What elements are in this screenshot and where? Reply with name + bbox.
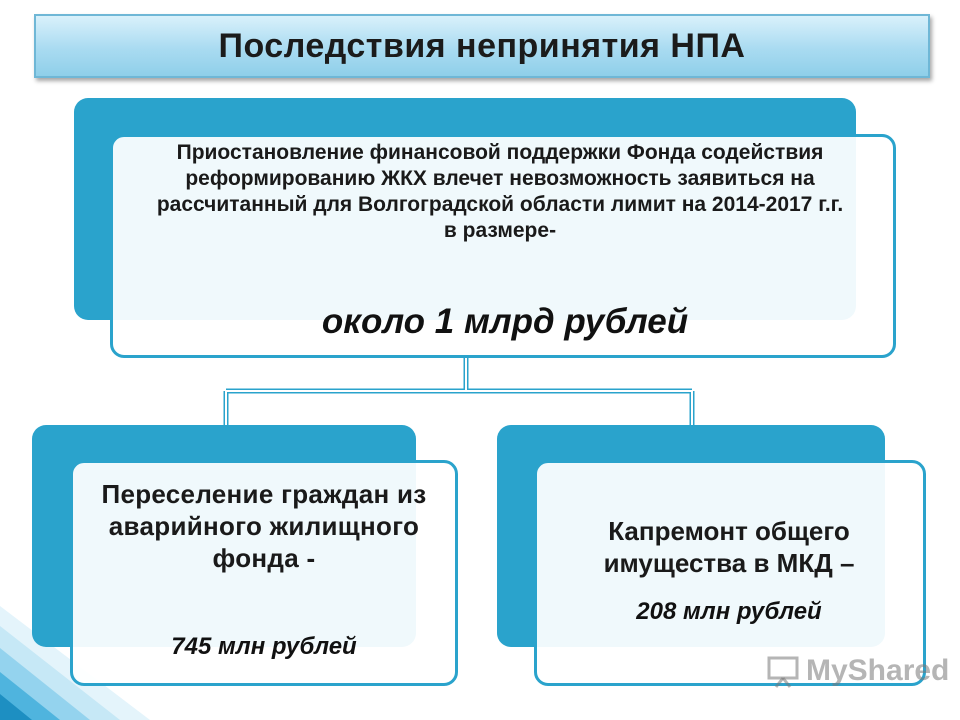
title-banner — [34, 14, 930, 78]
page-title: Последствия непринятия НПА — [218, 26, 746, 65]
right-box-text: Капремонт общего имущества в МКД – — [603, 516, 855, 578]
watermark — [766, 654, 949, 688]
watermark-text: MyShared — [806, 654, 950, 687]
top-box-text: Приостановление финансовой поддержки Фонда содействия реформированию ЖКХ влечет невозможность заявиться на рассчитанный для Волгоградской области лимит на 2014-2017 г.г. в размере- — [156, 141, 844, 242]
left-box-amount: 745 млн рублей — [171, 633, 357, 660]
left-box-text: Переселение граждан из аварийного жилищного фонда - — [101, 479, 427, 573]
top-box-amount: около 1 млрд рублей — [321, 302, 689, 341]
presentation-board-icon — [766, 654, 800, 688]
right-box-amount: 208 млн рублей — [636, 598, 822, 625]
